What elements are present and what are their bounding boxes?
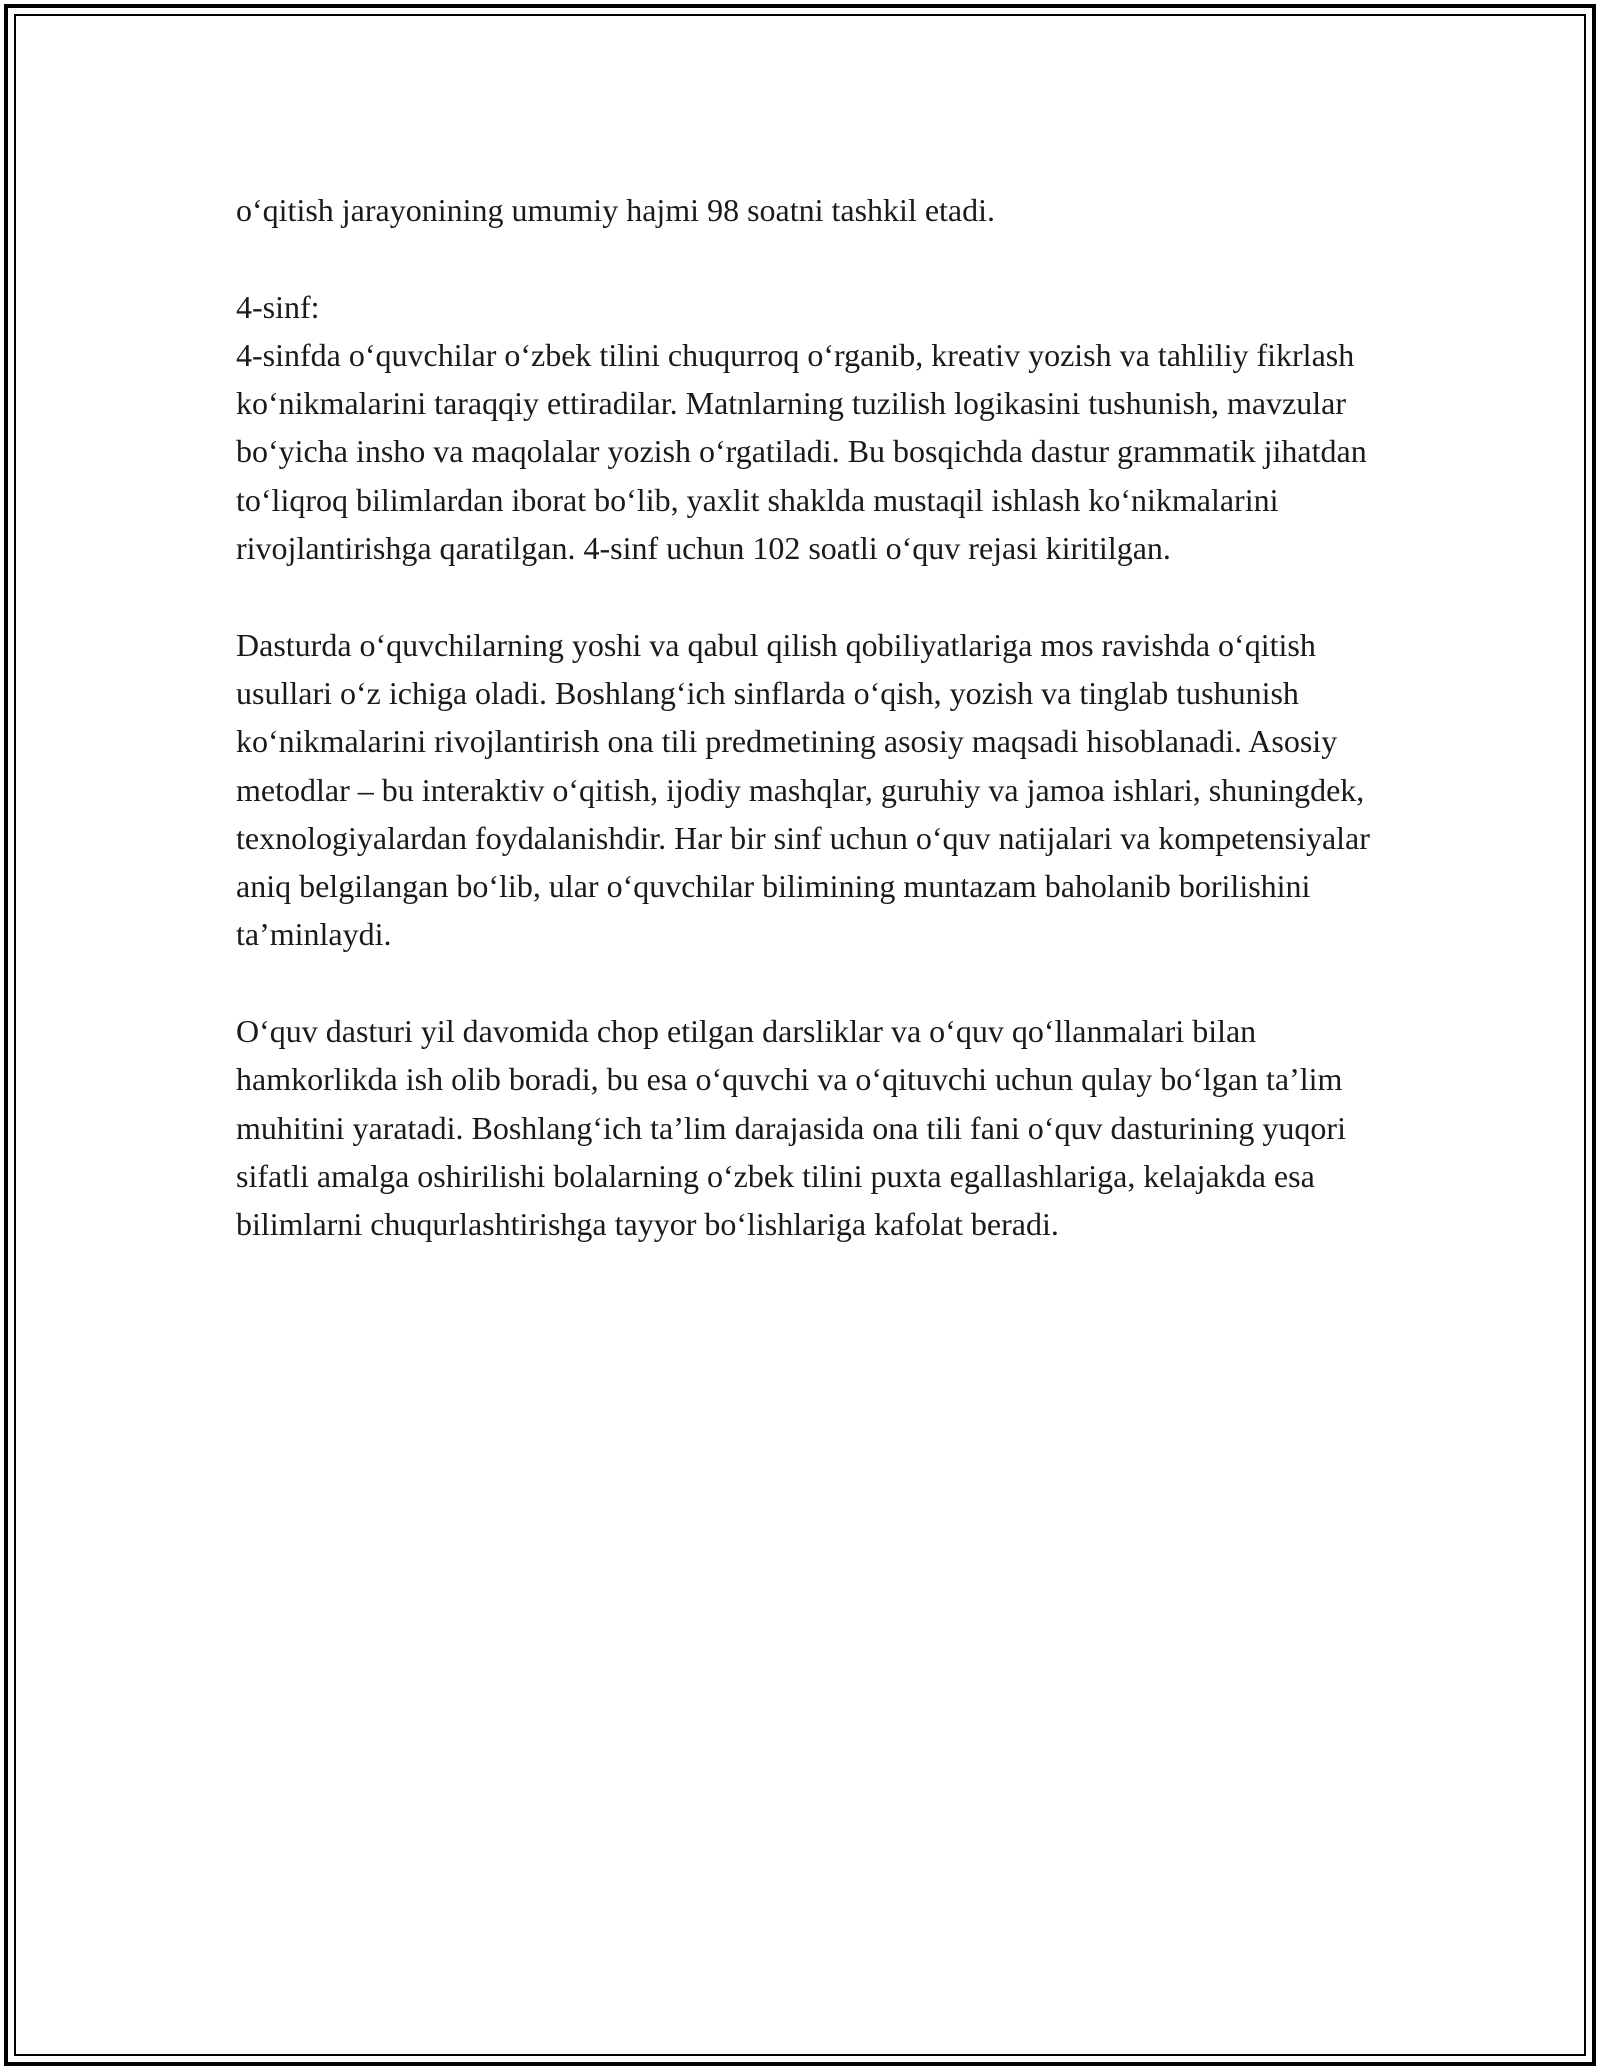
grade-4-description: 4-sinfda o‘quvchilar o‘zbek tilini chuqurroq o‘rganib, kreativ yozish va tahliliy fikrlash ko‘nikmalarini taraqqiy ettiradilar. Matnlarning tuzilish logikasini tushunish, mavzular bo‘yicha insho va maqolalar yozish o‘rgatiladi. Bu bosqichda dastur grammatik jihatdan to‘liqroq bilimlardan iborat bo‘lib, yaxlit shaklda mustaqil ishlash ko‘nikmalarini rivojlantirishga qaratilgan. 4-sinf uchun 102 soatli o‘quv rejasi kiritilgan. xyxy=(236,336,1367,567)
grade-4-heading: 4-sinf: xyxy=(236,288,320,325)
paragraph-conclusion: O‘quv dasturi yil davomida chop etilgan darsliklar va o‘quv qo‘llanmalari bilan hamkorlikda ish olib boradi, bu esa o‘quvchi va o‘qituvchi uchun qulay bo‘lgan ta’lim muhitini yaratadi. Boshlang‘ich ta’lim darajasida ona tili fani o‘quv dasturining yuqori sifatli amalga oshirilishi bolalarning o‘zbek tilini puxta egallashlariga, kelajakda esa bilimlarni chuqurlashtirishga tayyor bo‘lishlariga kafolat beradi. xyxy=(236,1013,1346,1243)
document-body xyxy=(236,186,1376,1297)
paragraph-intro: o‘qitish jarayonining umumiy hajmi 98 soatni tashkil etadi. xyxy=(236,192,996,228)
paragraph-grade-4 xyxy=(236,283,1376,573)
paragraph-methods: Dasturda o‘quvchilarning yoshi va qabul qilish qobiliyatlariga mos ravishda o‘qitish usullari o‘z ichiga oladi. Boshlang‘ich sinflarda o‘qish, yozish va tinglab tushunish ko‘nikmalarini rivojlantirish ona tili predmetining asosiy maqsadi hisoblanadi. Asosiy metodlar – bu interaktiv o‘qitish, ijodiy mashqlar, guruhiy va jamoa ishlari, shuningdek, texnologiyalardan foydalanishdir. Har bir sinf uchun o‘quv natijalari va kompetensiyalar aniq belgilangan bo‘lib, ular o‘quvchilar bilimining muntazam baholanib borilishini ta’minlaydi. xyxy=(236,626,1370,953)
